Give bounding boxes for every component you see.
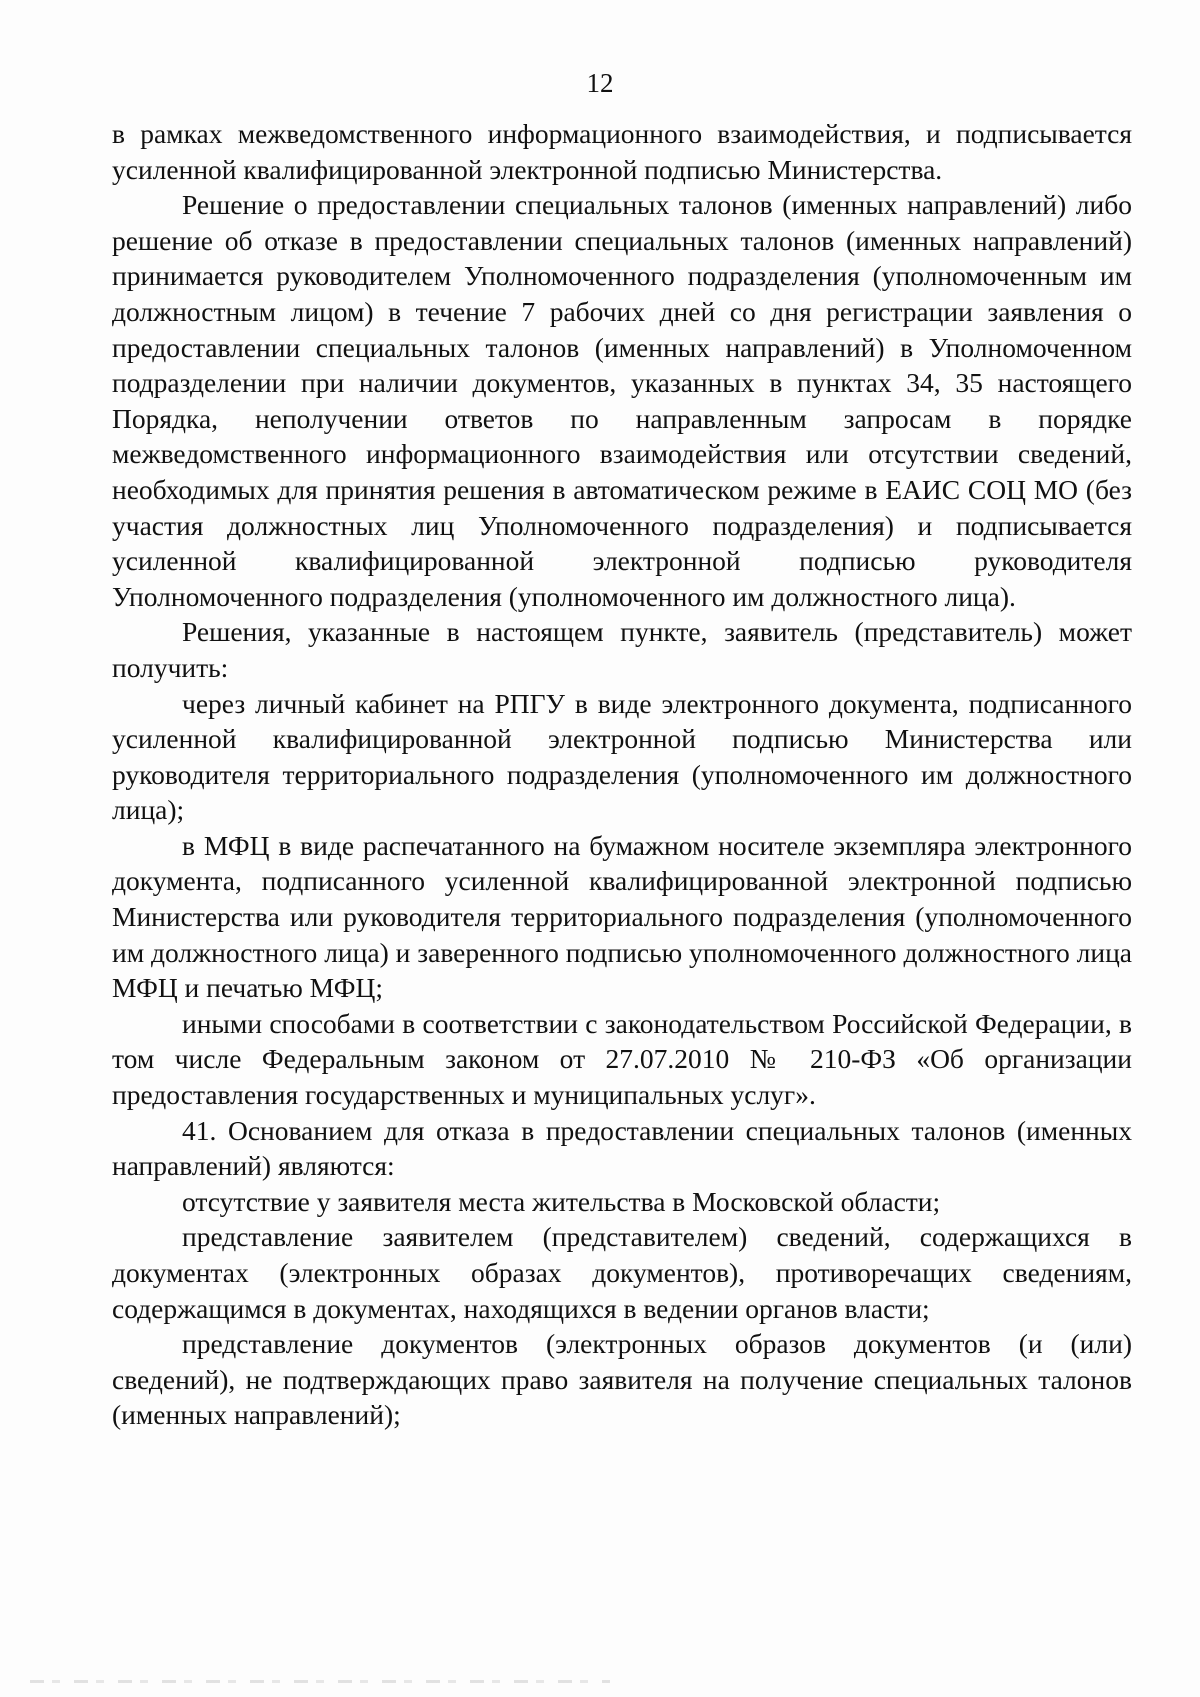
paragraph-continuation: в рамках межведомственного информационного взаимодействия, и подписывается усиленной квалифицированной электронной подписью Министерства. (112, 118, 1132, 185)
paragraph-refusal-no-residence: отсутствие у заявителя места жительства в Московской области; (182, 1185, 941, 1217)
paragraph-decision-terms: Решение о предоставлении специальных талонов (именных направлений) либо решение об отказе в предоставлении специальных талонов (именных направлений) принимается руководителем Уполномоченного подразделения (уполномоченным им должностным лицом) в течение 7 рабочих дней со дня регистрации заявления о предоставлении специальных талонов (именных направлений) в Уполномоченном подразделении при наличии документов, указанных в пунктах 34, 35 настоящего Порядка, неполучении ответов по направленным запросам в порядке межведомственного информационного взаимодействия или отсутствии сведений, необходимых для принятия решения в автоматическом режиме в ЕАИС СОЦ МО (без участия должностных лиц Уполномоченного подразделения) и подписывается усиленной квалифицированной электронной подписью руководителя Уполномоченного подразделения (уполномоченного им должностного лица). (112, 189, 1132, 612)
paragraph-refusal-contradicting-info: представление заявителем (представителем) сведений, содержащихся в документах (электронных образах документов), противоречащих сведениям, содержащимся в документах, находящихся в ведении органов власти; (112, 1221, 1132, 1324)
paragraph-rpgu-option: через личный кабинет на РПГУ в виде электронного документа, подписанного усиленной квалифицированной электронной подписью Министерства или руководителя территориального подразделения (уполномоченного им должностного лица); (112, 687, 1132, 826)
paragraph-item-41: 41. Основанием для отказа в предоставлении специальных талонов (именных направлений) являются: (112, 1114, 1132, 1182)
paragraph-receiving-decisions: Решения, указанные в настоящем пункте, заявитель (представитель) может получить: (112, 616, 1132, 683)
paragraph-mfc-option: в МФЦ в виде распечатанного на бумажном носителе экземпляра электронного документа, подписанного усиленной квалифицированной электронной подписью Министерства или руководителя территориального подразделения (уполномоченного им должностного лица) и заверенного подписью уполномоченного должностного лица МФЦ и печатью МФЦ; (112, 829, 1132, 1004)
paragraph-other-methods: иными способами в соответствии с законодательством Российской Федерации, в том числе Федеральным законом от 27.07.2010 № 210-ФЗ «Об организации предоставления государственных и муниципальных услуг». (112, 1007, 1132, 1111)
scan-artifact (30, 1680, 610, 1683)
page-number: 12 (586, 68, 614, 98)
paragraph-refusal-no-right: представление документов (электронных образов документов (и (или) сведений), не подтверждающих право заявителя на получение специальных талонов (именных направлений); (112, 1328, 1132, 1431)
document-body (112, 116, 1132, 1433)
